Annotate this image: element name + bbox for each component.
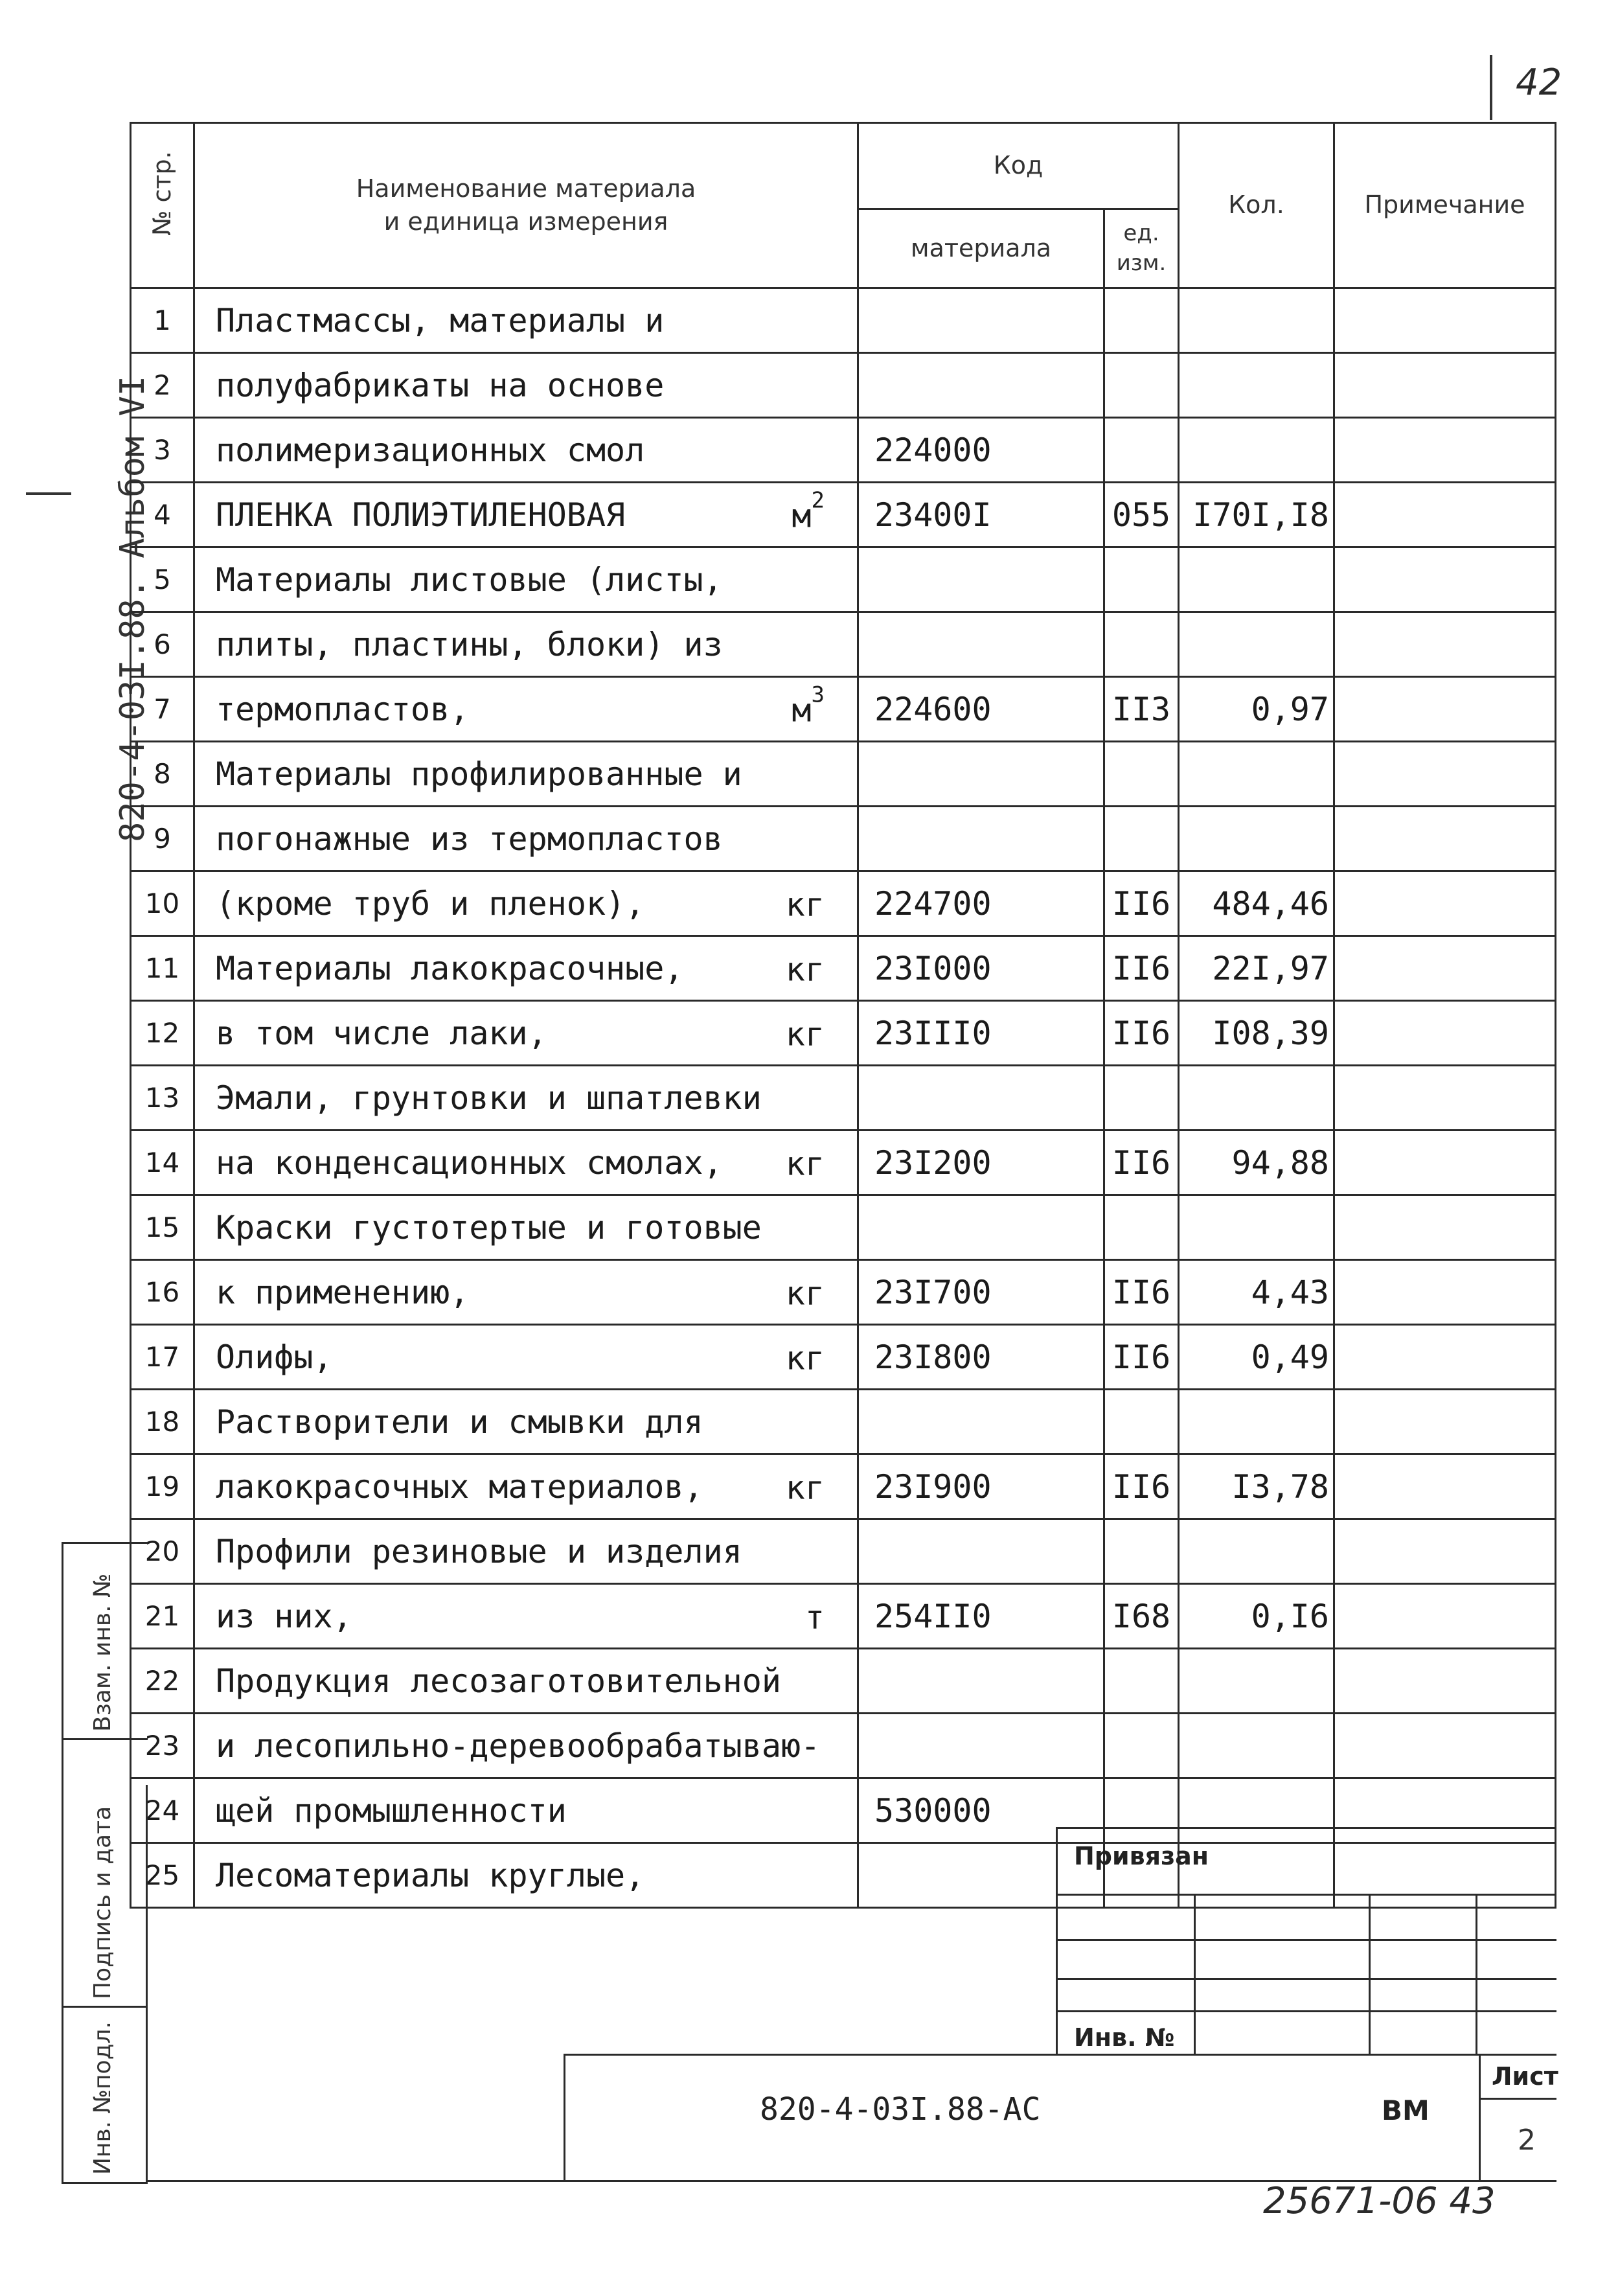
quantity: 22I,97	[1179, 936, 1334, 1001]
table-row	[131, 483, 1556, 547]
material-name-cell	[194, 612, 858, 677]
unit-of-measure: т	[804, 1598, 825, 1636]
material-name: погонажные из термопластов	[216, 820, 723, 858]
unit-code	[1104, 418, 1179, 483]
material-code	[858, 1195, 1104, 1260]
material-name: и лесопильно-деревообрабатываю-	[216, 1727, 821, 1765]
material-name: термопластов,	[216, 690, 470, 728]
material-code: 224700	[858, 871, 1104, 936]
material-code: 23III0	[858, 1001, 1104, 1066]
note-cell	[1334, 1584, 1556, 1649]
row-number: 20	[131, 1519, 194, 1584]
row-number: 12	[131, 1001, 194, 1066]
unit-code: II6	[1104, 871, 1179, 936]
material-name: в том числе лаки,	[216, 1014, 547, 1052]
unit-code	[1104, 1649, 1179, 1714]
quantity	[1179, 547, 1334, 612]
strip-cell-inv-sub	[63, 1544, 148, 1740]
page-number: 42	[1516, 62, 1562, 104]
stamp-line	[1058, 2010, 1556, 2012]
material-name: Растворители и смывки для	[216, 1403, 703, 1441]
note-cell	[1334, 1066, 1556, 1131]
note-cell	[1334, 1260, 1556, 1325]
note-cell	[1334, 612, 1556, 677]
quantity: 0,97	[1179, 677, 1334, 742]
material-name-cell	[194, 483, 858, 547]
material-code: 23400I	[858, 483, 1104, 547]
material-name-cell	[194, 742, 858, 807]
table-row	[131, 1131, 1556, 1195]
unit-code: II6	[1104, 1260, 1179, 1325]
row-number: 10	[131, 871, 194, 936]
material-code: 23I900	[858, 1454, 1104, 1519]
material-name: плиты, пластины, блоки) из	[216, 625, 723, 663]
quantity	[1179, 1066, 1334, 1131]
note-cell	[1334, 353, 1556, 418]
unit-of-measure: кг	[785, 1468, 825, 1506]
table-row	[131, 1390, 1556, 1454]
stamp-inv-label: Инв. №	[1074, 2023, 1175, 2052]
table-row	[131, 742, 1556, 807]
stamp-line	[1058, 1978, 1556, 1980]
header-code-group: Код	[858, 123, 1179, 209]
header-row-number: № стр.	[131, 123, 194, 288]
unit-code: II6	[1104, 1325, 1179, 1390]
table-row	[131, 547, 1556, 612]
unit-code	[1104, 807, 1179, 871]
row-number: 21	[131, 1584, 194, 1649]
unit-of-measure: кг	[785, 950, 825, 988]
material-code: 224000	[858, 418, 1104, 483]
table-row	[131, 677, 1556, 742]
unit-code	[1104, 1390, 1179, 1454]
material-code: 23I800	[858, 1325, 1104, 1390]
unit-code: II6	[1104, 1454, 1179, 1519]
document-type: ВМ	[1382, 2095, 1430, 2126]
row-number: 17	[131, 1325, 194, 1390]
sheet-divider	[1479, 2056, 1481, 2182]
materials-rows	[131, 288, 1556, 1908]
quantity	[1179, 1195, 1334, 1260]
material-name: Материалы лакокрасочные,	[216, 949, 684, 987]
note-cell	[1334, 483, 1556, 547]
stamp-line	[1058, 1939, 1556, 1941]
row-number: 23	[131, 1714, 194, 1778]
material-code: 224600	[858, 677, 1104, 742]
material-code	[858, 1390, 1104, 1454]
quantity	[1179, 742, 1334, 807]
row-number: 15	[131, 1195, 194, 1260]
unit-code	[1104, 353, 1179, 418]
unit-code	[1104, 1066, 1179, 1131]
materials-table	[130, 122, 1556, 1909]
material-code	[858, 547, 1104, 612]
unit-code: I68	[1104, 1584, 1179, 1649]
table-row	[131, 871, 1556, 936]
material-name: щей промышленности	[216, 1791, 567, 1830]
quantity	[1179, 288, 1334, 353]
material-name: лакокрасочных материалов,	[216, 1467, 703, 1506]
table-row	[131, 1325, 1556, 1390]
material-name-cell	[194, 1584, 858, 1649]
material-code: 23I200	[858, 1131, 1104, 1195]
note-cell	[1334, 418, 1556, 483]
table-row	[131, 418, 1556, 483]
sheet-label: Лист	[1492, 2062, 1558, 2091]
material-name-cell	[194, 1066, 858, 1131]
row-number: 4	[131, 483, 194, 547]
sheet-line	[1479, 2098, 1556, 2100]
unit-code: II6	[1104, 1131, 1179, 1195]
unit-of-measure: кг	[785, 1144, 825, 1182]
header-material-code: материала	[858, 209, 1104, 288]
material-name-cell	[194, 288, 858, 353]
table-row	[131, 936, 1556, 1001]
material-name-cell	[194, 1131, 858, 1195]
row-number: 11	[131, 936, 194, 1001]
material-name-cell	[194, 677, 858, 742]
note-cell	[1334, 677, 1556, 742]
row-number: 22	[131, 1649, 194, 1714]
material-name-cell	[194, 1390, 858, 1454]
material-name-cell	[194, 936, 858, 1001]
row-number: 13	[131, 1066, 194, 1131]
side-margin-mark	[26, 492, 71, 495]
row-number: 9	[131, 807, 194, 871]
material-name-cell	[194, 1454, 858, 1519]
material-name-cell	[194, 547, 858, 612]
strip-label-sign-date: Подпись и дата	[89, 1806, 116, 1999]
note-cell	[1334, 547, 1556, 612]
stamp-divider	[1476, 1894, 1477, 2056]
material-name-cell	[194, 1001, 858, 1066]
unit-code	[1104, 612, 1179, 677]
note-cell	[1334, 742, 1556, 807]
table-row	[131, 612, 1556, 677]
material-name-cell	[194, 807, 858, 871]
material-name: ПЛЕНКА ПОЛИЭТИЛЕНОВАЯ	[216, 496, 626, 534]
unit-code: II6	[1104, 936, 1179, 1001]
table-row	[131, 807, 1556, 871]
material-code: 23I700	[858, 1260, 1104, 1325]
note-cell	[1334, 936, 1556, 1001]
material-name-cell	[194, 871, 858, 936]
note-cell	[1334, 1519, 1556, 1584]
stamp-line	[1058, 1894, 1556, 1896]
material-name: Пластмассы, материалы и	[216, 301, 665, 339]
unit-of-measure: $м^3$	[792, 682, 825, 729]
note-cell	[1334, 1649, 1556, 1714]
material-name: Профили резиновые и изделия	[216, 1532, 742, 1570]
stamp-divider	[1369, 1894, 1371, 2056]
row-number: 25	[131, 1843, 194, 1908]
unit-of-measure: кг	[785, 1338, 825, 1377]
unit-code	[1104, 288, 1179, 353]
note-cell	[1334, 1325, 1556, 1390]
material-name: полуфабрикаты на основе	[216, 366, 665, 404]
material-code	[858, 742, 1104, 807]
material-code	[858, 353, 1104, 418]
unit-code	[1104, 1195, 1179, 1260]
material-code	[858, 1066, 1104, 1131]
material-name: Материалы листовые (листы,	[216, 560, 723, 599]
note-cell	[1334, 1131, 1556, 1195]
note-cell	[1334, 1714, 1556, 1778]
material-name: из них,	[216, 1597, 352, 1635]
table-row	[131, 1519, 1556, 1584]
quantity: I70I,I8	[1179, 483, 1334, 547]
archive-number: 25671-06 43	[1263, 2180, 1496, 2222]
row-number: 5	[131, 547, 194, 612]
quantity	[1179, 418, 1334, 483]
material-name: Олифы,	[216, 1338, 333, 1376]
material-code: 254II0	[858, 1584, 1104, 1649]
strip-label-inv-orig: Инв. №подл.	[89, 2021, 116, 2175]
row-number: 7	[131, 677, 194, 742]
unit-code	[1104, 742, 1179, 807]
table-row	[131, 288, 1556, 353]
table-row	[131, 1260, 1556, 1325]
quantity	[1179, 353, 1334, 418]
binding-stamp	[1056, 1827, 1556, 2056]
material-name-cell	[194, 1195, 858, 1260]
unit-code	[1104, 1519, 1179, 1584]
material-name: Краски густотертые и готовые	[216, 1208, 762, 1246]
material-code	[858, 1649, 1104, 1714]
material-name: Продукция лесозаготовительной	[216, 1662, 781, 1700]
left-approval-strip	[62, 1542, 148, 2184]
header-unit-code: ед. изм.	[1104, 209, 1179, 288]
strip-cell-inv-orig	[63, 2008, 148, 2180]
document-code: 820-4-03I.88-АС	[760, 2091, 1041, 2128]
row-number: 1	[131, 288, 194, 353]
material-name-cell	[194, 418, 858, 483]
row-number: 8	[131, 742, 194, 807]
unit-of-measure: кг	[785, 885, 825, 923]
material-name-cell	[194, 1649, 858, 1714]
quantity	[1179, 612, 1334, 677]
row-number: 2	[131, 353, 194, 418]
strip-label-inv-sub: Взам. инв. №	[89, 1573, 116, 1732]
table-row	[131, 1454, 1556, 1519]
row-number: 14	[131, 1131, 194, 1195]
strip-cell-sign-date	[63, 1740, 148, 2008]
material-name-cell	[194, 1260, 858, 1325]
quantity: 0,I6	[1179, 1584, 1334, 1649]
note-cell	[1334, 1195, 1556, 1260]
material-code	[858, 1519, 1104, 1584]
row-number: 6	[131, 612, 194, 677]
quantity: 94,88	[1179, 1131, 1334, 1195]
note-cell	[1334, 1001, 1556, 1066]
row-number: 19	[131, 1454, 194, 1519]
quantity: 0,49	[1179, 1325, 1334, 1390]
row-number: 18	[131, 1390, 194, 1454]
sheet-number: 2	[1518, 2124, 1536, 2157]
table-row	[131, 1195, 1556, 1260]
note-cell	[1334, 1454, 1556, 1519]
header-quantity: Кол.	[1179, 123, 1334, 288]
material-name: Материалы профилированные и	[216, 755, 742, 793]
unit-code: II6	[1104, 1001, 1179, 1066]
material-name: полимеризационных смол	[216, 431, 645, 469]
quantity: 4,43	[1179, 1260, 1334, 1325]
note-cell	[1334, 288, 1556, 353]
material-code	[858, 288, 1104, 353]
unit-code: 055	[1104, 483, 1179, 547]
table-row	[131, 1584, 1556, 1649]
unit-of-measure: кг	[785, 1015, 825, 1053]
quantity	[1179, 807, 1334, 871]
material-name: Эмали, грунтовки и шпатлевки	[216, 1079, 762, 1117]
quantity	[1179, 1649, 1334, 1714]
unit-of-measure: $м^2$	[792, 487, 825, 534]
unit-of-measure: кг	[785, 1274, 825, 1312]
table-row	[131, 353, 1556, 418]
table-row	[131, 1001, 1556, 1066]
quantity	[1179, 1519, 1334, 1584]
material-code	[858, 807, 1104, 871]
unit-code: II3	[1104, 677, 1179, 742]
title-block	[564, 2054, 1556, 2182]
quantity: I3,78	[1179, 1454, 1334, 1519]
material-name: на конденсационных смолах,	[216, 1143, 723, 1182]
quantity: 484,46	[1179, 871, 1334, 936]
material-name: к применению,	[216, 1273, 470, 1311]
row-number: 24	[131, 1778, 194, 1843]
material-name-cell	[194, 1325, 858, 1390]
side-album-code: 820-4-03I.88. Альбом VI	[113, 375, 152, 842]
table-row	[131, 1714, 1556, 1778]
unit-code	[1104, 1714, 1179, 1778]
material-code	[858, 612, 1104, 677]
table-row	[131, 1066, 1556, 1131]
row-number: 3	[131, 418, 194, 483]
quantity: I08,39	[1179, 1001, 1334, 1066]
page-number-rule	[1490, 55, 1492, 120]
note-cell	[1334, 807, 1556, 871]
header-note: Примечание	[1334, 123, 1556, 288]
material-name-cell	[194, 1519, 858, 1584]
material-name: (кроме труб и пленок),	[216, 884, 645, 923]
stamp-bound-label: Привязан	[1074, 1842, 1209, 1870]
material-name-cell	[194, 1714, 858, 1778]
material-name: Лесоматериалы круглые,	[216, 1856, 645, 1894]
unit-code	[1104, 547, 1179, 612]
row-number: 16	[131, 1260, 194, 1325]
table-row	[131, 1649, 1556, 1714]
note-cell	[1334, 871, 1556, 936]
note-cell	[1334, 1390, 1556, 1454]
material-code	[858, 1714, 1104, 1778]
quantity	[1179, 1714, 1334, 1778]
material-code: 530000	[858, 1778, 1104, 1843]
material-name-cell	[194, 353, 858, 418]
header-material-name: Наименование материала и единица измерения	[194, 123, 858, 288]
quantity	[1179, 1390, 1334, 1454]
stamp-divider	[1194, 1894, 1196, 2056]
material-code: 23I000	[858, 936, 1104, 1001]
